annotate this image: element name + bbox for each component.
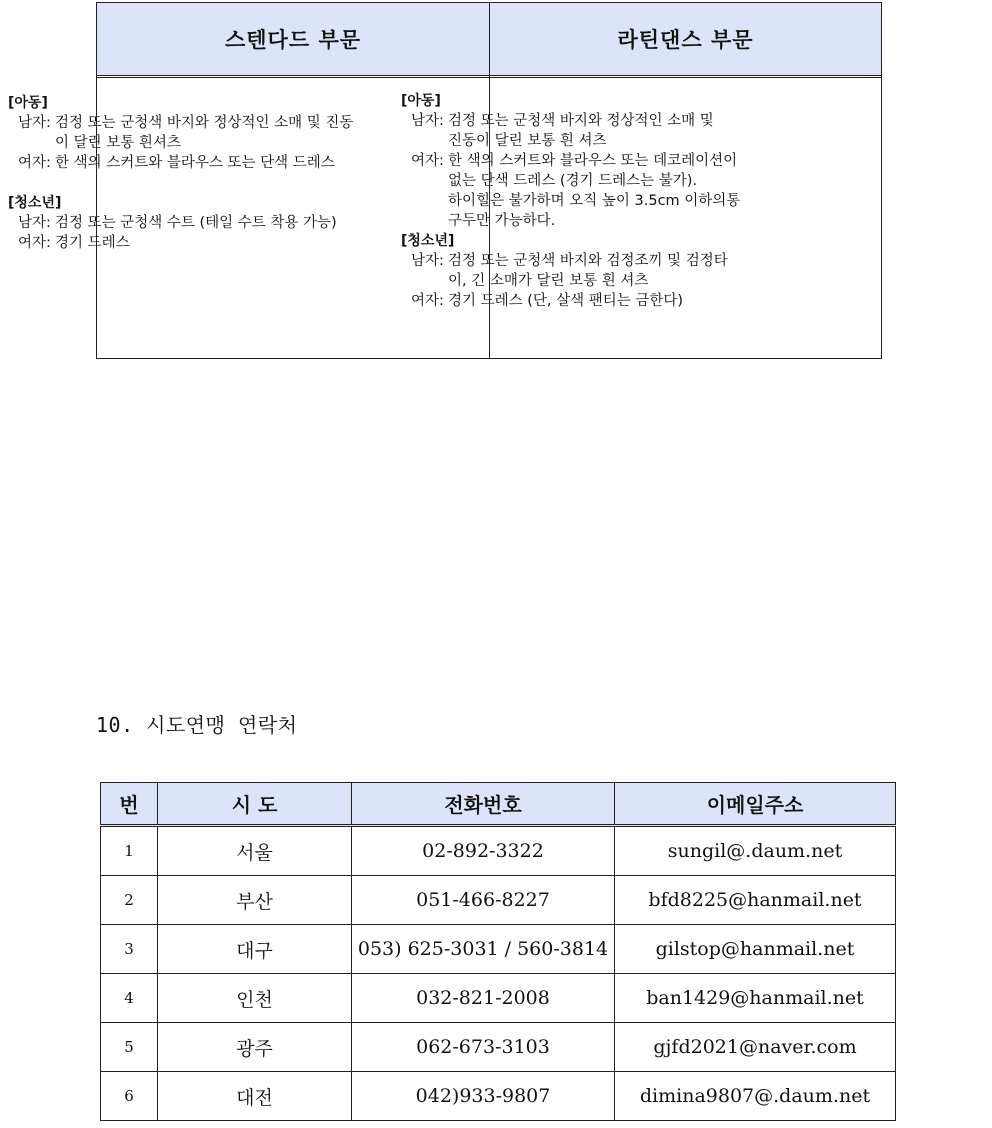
latin-youth-male [401, 251, 781, 291]
header-divider [97, 75, 881, 78]
table-row [101, 1072, 896, 1121]
female-label: 여자: [18, 155, 51, 171]
row-number: 2 [101, 876, 158, 925]
female-label: 여자: [18, 235, 51, 251]
contacts-table [100, 782, 896, 1121]
female-label: 여자: [411, 153, 444, 169]
rule-text: 검정 또는 군청색 바지와 검정조끼 및 검정타 이, 긴 소매가 달린 보통 흰 셔츠 [448, 253, 728, 289]
table-row [101, 1023, 896, 1072]
male-label: 남자: [18, 115, 51, 131]
header-phone: 전화번호 [352, 783, 615, 826]
table-header-row [101, 783, 896, 826]
latin-youth-female [401, 291, 781, 311]
row-phone: 02-892-3322 [352, 826, 615, 876]
contacts-section-title: 10. 시도연맹 연락처 [96, 713, 298, 737]
standard-section-header: 스텐다드 부문 [97, 3, 489, 75]
row-email: dimina9807@.daum.net [615, 1072, 896, 1121]
row-region: 인천 [158, 974, 352, 1023]
row-number: 5 [101, 1023, 158, 1072]
latin-rules [401, 91, 781, 311]
standard-youth-female [8, 233, 388, 253]
latin-youth-title: [청소년] [401, 233, 455, 249]
male-label: 남자: [411, 253, 444, 269]
row-number: 3 [101, 925, 158, 974]
row-phone: 051-466-8227 [352, 876, 615, 925]
standard-children-title: [아동] [8, 95, 48, 111]
latin-children-female [401, 151, 781, 231]
row-phone: 042)933-9807 [352, 1072, 615, 1121]
rule-text: 경기 드레스 (단, 살색 팬티는 금한다) [448, 293, 684, 309]
rule-text: 경기 드레스 [55, 235, 130, 251]
latin-children-male [401, 111, 781, 151]
rule-text: 검정 또는 군청색 바지와 정상적인 소매 및 진동이 달린 보통 흰 셔츠 [448, 113, 714, 149]
row-phone: 062-673-3103 [352, 1023, 615, 1072]
header-number: 번 [101, 783, 158, 826]
standard-children-male [8, 113, 388, 153]
latin-section-header: 라틴댄스 부문 [490, 3, 881, 75]
row-region: 서울 [158, 826, 352, 876]
table-row [101, 925, 896, 974]
rule-text: 한 색의 스커트와 블라우스 또는 데코레이션이 없는 단색 드레스 (경기 드레스는 불가). 하이힐은 불가하며 오직 높이 3.5cm 이하의통 구두만 가능하다. [448, 153, 741, 229]
male-label: 남자: [411, 113, 444, 129]
latin-children-title: [아동] [401, 93, 441, 109]
standard-children-female [8, 153, 388, 173]
standard-rules [8, 93, 388, 253]
row-email: ban1429@hanmail.net [615, 974, 896, 1023]
rule-text: 검정 또는 군청색 수트 (테일 수트 착용 가능) [55, 215, 337, 231]
row-region: 대전 [158, 1072, 352, 1121]
row-number: 4 [101, 974, 158, 1023]
rule-text: 한 색의 스커트와 블라우스 또는 단색 드레스 [55, 155, 335, 171]
row-region: 대구 [158, 925, 352, 974]
rule-text: 검정 또는 군청색 바지와 정상적인 소매 및 진동 이 달린 보통 흰셔츠 [55, 115, 354, 151]
row-region: 광주 [158, 1023, 352, 1072]
table-row [101, 974, 896, 1023]
row-number: 1 [101, 826, 158, 876]
table-row [101, 876, 896, 925]
row-email: bfd8225@hanmail.net [615, 876, 896, 925]
standard-youth-title: [청소년] [8, 195, 62, 211]
standard-youth-male [8, 213, 388, 233]
row-phone: 032-821-2008 [352, 974, 615, 1023]
row-region: 부산 [158, 876, 352, 925]
male-label: 남자: [18, 215, 51, 231]
header-region: 시 도 [158, 783, 352, 826]
header-email: 이메일주소 [615, 783, 896, 826]
row-email: gjfd2021@naver.com [615, 1023, 896, 1072]
row-phone: 053) 625-3031 / 560-3814 [352, 925, 615, 974]
row-number: 6 [101, 1072, 158, 1121]
female-label: 여자: [411, 293, 444, 309]
row-email: gilstop@hanmail.net [615, 925, 896, 974]
table-row [101, 826, 896, 876]
row-email: sungil@.daum.net [615, 826, 896, 876]
